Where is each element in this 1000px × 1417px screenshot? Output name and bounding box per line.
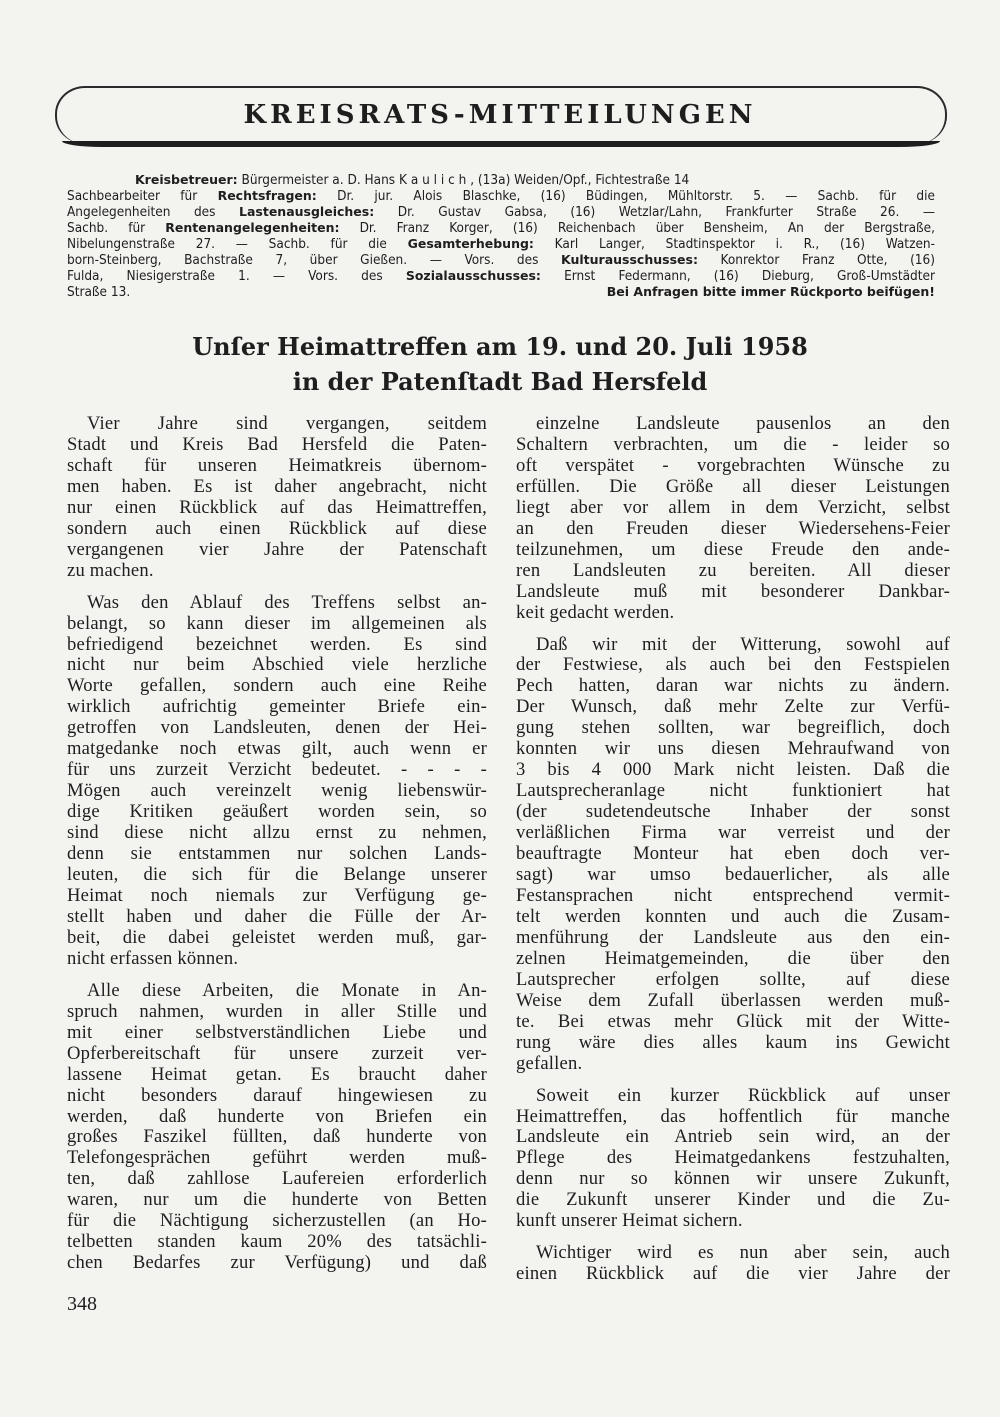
info-line	[67, 268, 935, 284]
text-line: Was den Ablauf des Treffens selbst an-	[87, 591, 487, 613]
text-line: Der Wunsch, daß mehr Zelte zur Verfü-	[516, 696, 950, 718]
text-line: Pech hatten, daran war nichts zu ändern.	[516, 675, 950, 697]
text-line: Landsleute muß mit besonderer Dankbar-	[516, 580, 950, 602]
text-line: für uns zurzeit Verzicht bedeutet. - - - -	[67, 759, 487, 781]
text-line: Pflege des Heimatgedankens festzuhalten,	[516, 1147, 950, 1169]
info-label: Bei Anfragen bitte immer Rückporto beifügen!	[606, 284, 935, 299]
text-line: nicht besonders darauf hingewiesen zu	[67, 1084, 487, 1106]
info-text: Sachbearbeiter für	[67, 188, 218, 204]
info-line	[67, 220, 935, 236]
text-line: rung wäre dies alles kaum ins Gewicht	[516, 1031, 950, 1053]
text-line: stellt haben und daher die Fülle der Ar-	[67, 905, 487, 927]
info-label: Rentenangelegenheiten:	[165, 220, 340, 235]
info-text: Dr. Gustav Gabsa, (16) Wetzlar/Lahn, Frankfurter Straße 26. —	[374, 204, 936, 220]
text-line: waren, nur um die hunderte von Betten	[67, 1189, 487, 1211]
text-line: sondern auch einen Rückblick auf diese	[67, 517, 487, 539]
text-line: Mögen auch vereinzelt wenig liebenswür-	[67, 780, 487, 802]
paragraph	[67, 593, 487, 970]
text-line: Telefongesprächen geführt werden muß-	[67, 1147, 487, 1169]
article-title-line1: Unſer Heimattreffen am 19. und 20. Juli 1958	[192, 332, 808, 361]
text-line: sagt) war umso bedauerlicher, als alle	[516, 864, 950, 886]
text-line: spruch nahmen, wurden in aller Stille und	[67, 1000, 487, 1022]
text-line: nicht nur beim Abschied viele herzliche	[67, 654, 487, 676]
text-line: Stadt und Kreis Bad Hersfeld die Paten-	[67, 433, 487, 455]
text-line: sind diese nicht allzu ernst zu nehmen,	[67, 822, 487, 844]
text-line: getroffen von Landsleuten, denen der Hei-	[67, 717, 487, 739]
text-line: belangt, so kann dieser im allgemeinen als	[67, 612, 487, 634]
info-text: born-Steinberg, Bachstraße 7, über Gießen. — Vors. des	[67, 252, 562, 268]
text-line: dige Kritiken geäußert worden sein, so	[67, 801, 487, 823]
text-line: telt werden konnten und auch die Zusam-	[516, 905, 950, 927]
text-line: der Festwiese, als auch bei den Festspielen	[516, 654, 950, 676]
text-line: ten, daß zahllose Laufereien erforderlich	[67, 1168, 487, 1190]
text-line: kunft unserer Heimat sichern.	[516, 1210, 743, 1232]
info-label: Gesamterhebung:	[407, 236, 534, 251]
text-line: konnten wir uns diesen Mehraufwand von	[516, 738, 950, 760]
text-line: einzelne Landsleute pausenlos an den	[536, 413, 950, 434]
info-text: Bürgermeister a. D. Hans K a u l i c h , (13a) Weiden/Opf., Fichtestraße 14	[237, 172, 690, 188]
text-line: te. Bei etwas mehr Glück mit der Witte-	[516, 1010, 950, 1032]
info-line	[67, 236, 935, 252]
info-text: Konrektor Franz Otte, (16)	[697, 252, 935, 268]
text-line: men haben. Es ist daher angebracht, nicht	[67, 475, 487, 497]
article-column-right	[516, 414, 950, 1296]
text-line: ren Landsleuten zu bereiten. All dieser	[516, 559, 950, 581]
text-line: Worte gefallen, sondern auch eine Reihe	[67, 675, 487, 697]
text-line: nicht erfassen können.	[67, 947, 239, 969]
paragraph	[67, 414, 487, 582]
article-column-left	[67, 414, 487, 1285]
info-text: Karl Langer, Stadtinspektor i. R., (16) Watzen-	[533, 236, 936, 252]
text-line: menführung der Landsleute aus den ein-	[516, 926, 950, 948]
header-rule	[62, 141, 940, 147]
text-line: mit einer selbstverständlichen Liebe und	[67, 1021, 487, 1043]
text-line: 3 bis 4 000 Mark nicht leisten. Daß die	[516, 759, 950, 781]
text-line: befriedigend bezeichnet werden. Es sind	[67, 633, 487, 655]
text-line: Weise dem Zufall überlassen werden muß-	[516, 989, 950, 1011]
contact-info-block	[67, 172, 935, 300]
text-line: oft verspätet - vorgebrachten Wünsche zu	[516, 454, 950, 476]
text-line: erfüllen. Die Größe all dieser Leistungen	[516, 475, 950, 497]
text-line: lassene Heimat getan. Es braucht daher	[67, 1063, 487, 1085]
text-line: zelnen Heimatgemeinden, die über den	[516, 947, 950, 969]
text-line: Opferbereitschaft für unsere zurzeit ver-	[67, 1042, 487, 1064]
info-label: Rechtsfragen:	[217, 188, 317, 203]
text-line: denn sie entstammen nur solchen Lands-	[67, 843, 487, 865]
text-line: gung stehen sollten, war begreiflich, doch	[516, 717, 950, 739]
text-line: chen Bedarfes zur Verfügung) und daß	[67, 1252, 487, 1274]
info-line	[67, 284, 935, 300]
text-line: Daß wir mit der Witterung, sowohl auf	[536, 633, 950, 655]
text-line: gefallen.	[516, 1052, 583, 1074]
info-line	[67, 172, 935, 188]
text-line: leuten, die sich für die Belange unserer	[67, 864, 487, 886]
text-line: Alle diese Arbeiten, die Monate in An-	[87, 979, 487, 1001]
text-line: denn nur so können wir unsere Zukunft,	[516, 1168, 950, 1190]
text-line: keit gedacht werden.	[516, 601, 675, 623]
text-line: liegt aber vor allem in dem Verzicht, selbst	[516, 496, 950, 518]
text-line: Lautsprecher erfolgen sollte, auf diese	[516, 968, 950, 990]
text-line: für die Nächtigung sicherzustellen (an Ho-	[67, 1210, 487, 1232]
info-label: Sozialausschusses:	[405, 268, 541, 283]
info-text: Dr. jur. Alois Blaschke, (16) Büdingen, Mühltorstr. 5. — Sachb. für die	[316, 188, 935, 204]
info-text: Nibelungenstraße 27. — Sachb. für die	[67, 236, 408, 252]
text-line: zu machen.	[67, 559, 154, 581]
text-line: werden, daß hunderte von Briefen ein	[67, 1105, 487, 1127]
paragraph	[516, 414, 950, 624]
text-line: Heimat noch niemals zur Verfügung ge-	[67, 884, 487, 906]
text-line: Landsleute ein Antrieb sein wird, an der	[516, 1126, 950, 1148]
text-line: wirklich aufrichtig gemeinter Briefe ein-	[67, 696, 487, 718]
paragraph	[516, 635, 950, 1075]
text-line: verläßlichen Firma war verreist und der	[516, 822, 950, 844]
article-title-line2: in der Patenſtadt Bad Hersfeld	[292, 367, 708, 396]
info-label: Lastenausgleiches:	[239, 204, 375, 219]
info-line	[67, 252, 935, 268]
text-line: (der sudetendeutsche Inhaber der sonst	[516, 801, 950, 823]
page-number: 348	[67, 1293, 97, 1315]
text-line: vergangenen vier Jahre der Patenschaft	[67, 538, 487, 560]
info-text: Dr. Franz Korger, (16) Reichenbach über Bensheim, An der Bergstraße,	[339, 220, 935, 236]
info-label: Kulturausschusses:	[561, 252, 698, 267]
text-line: die Zukunft unserer Kinder und die Zu-	[516, 1189, 950, 1211]
info-line	[67, 188, 935, 204]
text-line: Lautsprecheranlage nicht funktioniert hat	[516, 780, 950, 802]
info-text: Angelegenheiten des	[67, 204, 240, 220]
text-line: Vier Jahre sind vergangen, seitdem	[87, 413, 487, 434]
text-line: an den Freuden dieser Wiedersehens-Feier	[516, 517, 950, 539]
text-line: Wichtiger wird es nun aber sein, auch	[536, 1242, 950, 1264]
text-line: beit, die dabei geleistet werden muß, gar-	[67, 926, 487, 948]
paragraph	[67, 981, 487, 1274]
text-line: großes Faszikel füllten, daß hunderte von	[67, 1126, 487, 1148]
info-text: Fulda, Niesigerstraße 1. — Vors. des	[67, 268, 406, 284]
text-line: matgedanke noch etwas gilt, auch wenn er	[67, 738, 487, 760]
info-line	[67, 204, 935, 220]
info-label: Kreisbetreuer:	[135, 172, 238, 187]
text-line: Festansprachen nicht entsprechend vermit-	[516, 884, 950, 906]
text-line: nur einen Rückblick auf das Heimattreffen,	[67, 496, 487, 518]
text-line: einen Rückblick auf die vier Jahre der	[516, 1263, 950, 1285]
text-line: schaft für unseren Heimatkreis übernom-	[67, 454, 487, 476]
section-title: KREISRATS-MITTEILUNGEN	[243, 100, 757, 130]
text-line: beauftragte Monteur hat eben doch ver-	[516, 843, 950, 865]
text-line: telbetten standen kaum 20% des tatsächli-	[67, 1231, 487, 1253]
text-line: Schaltern verbrachten, um die - leider so	[516, 433, 950, 455]
text-line: teilzunehmen, um diese Freude den ande-	[516, 538, 950, 560]
text-line: Soweit ein kurzer Rückblick auf unser	[536, 1084, 950, 1106]
info-text: Ernst Federmann, (16) Dieburg, Groß-Umstädter	[540, 268, 935, 284]
text-line: Heimattreffen, das hoffentlich für manche	[516, 1105, 950, 1127]
info-text: Straße 13.	[67, 284, 131, 300]
paragraph	[516, 1086, 950, 1233]
info-text: Sachb. für	[67, 220, 166, 236]
paragraph	[516, 1243, 950, 1285]
